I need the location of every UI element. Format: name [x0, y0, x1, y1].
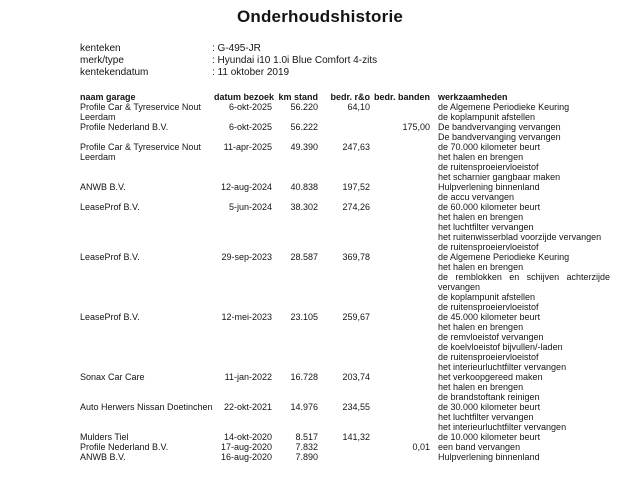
work-items-cell: [438, 142, 610, 182]
work-item: de Algemene Periodieke Keuring: [438, 252, 570, 262]
work-item: de koplampunit afstellen: [438, 292, 536, 302]
vehicle-info-row: [80, 67, 640, 79]
garage-name-line: Profile Car & Tyreservice Nout: [80, 142, 201, 152]
garage-name-cell: [80, 142, 214, 162]
column-header-garage: naam garage: [80, 92, 136, 102]
work-item: het halen en brengen: [438, 382, 524, 392]
table-row: [80, 122, 628, 142]
work-item: het halen en brengen: [438, 212, 524, 222]
garage-name-cell: [80, 402, 214, 412]
garage-name-line: Profile Nederland B.V.: [80, 442, 169, 452]
repair-amount-cell: 64,10: [347, 102, 370, 112]
garage-name-cell: [80, 442, 214, 452]
work-item: de Algemene Periodieke Keuring: [438, 102, 570, 112]
work-item: het halen en brengen: [438, 152, 524, 162]
work-item: Hulpverlening binnenland: [438, 452, 540, 462]
table-row: [80, 202, 628, 252]
garage-name-cell: [80, 182, 214, 192]
visit-date-cell: 5-jun-2024: [228, 202, 272, 212]
visit-date-cell: 29-sep-2023: [221, 252, 272, 262]
work-item: de 30.000 kilometer beurt: [438, 402, 541, 412]
km-reading-cell: 8.517: [295, 432, 318, 442]
visit-date-cell: 12-mei-2023: [221, 312, 272, 322]
garage-name-line: Auto Herwers Nissan Doetinchen: [80, 402, 213, 412]
table-row: [80, 312, 628, 372]
repair-amount-cell: 259,67: [342, 312, 370, 322]
garage-name-line: Sonax Car Care: [80, 372, 145, 382]
garage-name-line: Leerdam: [80, 112, 116, 122]
km-reading-cell: 16.728: [290, 372, 318, 382]
info-value: : G-495-JR: [212, 43, 261, 54]
table-row: [80, 452, 628, 462]
garage-name-cell: [80, 312, 214, 322]
table-header-row: [80, 92, 628, 102]
work-item: het luchtfilter vervangen: [438, 222, 534, 232]
garage-name-line: LeaseProf B.V.: [80, 202, 140, 212]
work-items-cell: [438, 432, 610, 442]
garage-name-line: ANWB B.V.: [80, 182, 126, 192]
work-item: de 45.000 kilometer beurt: [438, 312, 541, 322]
km-reading-cell: 7.832: [295, 442, 318, 452]
work-item: de koplampunit afstellen: [438, 112, 536, 122]
work-item: een band vervangen: [438, 442, 521, 452]
column-header-repair: bedr. r&o: [330, 92, 370, 102]
work-item: de ruitensproeiervloeistof: [438, 352, 539, 362]
column-header-date: datum bezoek: [214, 92, 275, 102]
work-item: het verkoopgereed maken: [438, 372, 543, 382]
info-label: merk/type: [80, 55, 124, 66]
garage-name-cell: [80, 252, 214, 262]
garage-name-cell: [80, 202, 214, 212]
table-row: [80, 252, 628, 312]
visit-date-cell: 22-okt-2021: [223, 402, 272, 412]
work-items-cell: [438, 102, 610, 122]
info-value: : 11 oktober 2019: [212, 67, 290, 78]
km-reading-cell: 14.976: [290, 402, 318, 412]
work-items-cell: [438, 252, 610, 312]
garage-name-line: Profile Nederland B.V.: [80, 122, 169, 132]
repair-amount-cell: 247,63: [342, 142, 370, 152]
column-header-tires: bedr. banden: [373, 92, 430, 102]
garage-name-line: Profile Car & Tyreservice Nout: [80, 102, 201, 112]
table-row: [80, 102, 628, 122]
km-reading-cell: 28.587: [290, 252, 318, 262]
km-reading-cell: 56.222: [290, 122, 318, 132]
info-label: kenteken: [80, 43, 121, 54]
visit-date-cell: 12-aug-2024: [220, 182, 272, 192]
garage-name-cell: [80, 432, 214, 442]
garage-name-cell: [80, 372, 214, 382]
work-item: de ruitensproeiervloeistof: [438, 302, 539, 312]
visit-date-cell: 6-okt-2025: [228, 102, 272, 112]
repair-amount-cell: 203,74: [342, 372, 370, 382]
work-items-cell: [438, 442, 610, 452]
repair-amount-cell: 274,26: [342, 202, 370, 212]
table-row: [80, 372, 628, 402]
km-reading-cell: 56.220: [290, 102, 318, 112]
repair-amount-cell: 369,78: [342, 252, 370, 262]
work-item: het interieurluchtfilter vervangen: [438, 422, 567, 432]
garage-name-line: LeaseProf B.V.: [80, 252, 140, 262]
column-header-work: werkzaamheden: [438, 92, 508, 102]
work-item: het halen en brengen: [438, 322, 524, 332]
work-item: De bandvervanging vervangen: [438, 122, 561, 132]
table-row: [80, 442, 628, 452]
vehicle-info-row: [80, 43, 640, 55]
page-title: Onderhoudshistorie: [236, 7, 404, 26]
work-items-cell: [438, 402, 610, 432]
work-item: de 10.000 kilometer beurt: [438, 432, 541, 442]
work-item: de remblokken en schijven achterzijde vervangen: [438, 272, 610, 292]
garage-name-line: Mulders Tiel: [80, 432, 129, 442]
column-header-km: km stand: [278, 92, 318, 102]
tires-amount-cell: 175,00: [402, 122, 430, 132]
km-reading-cell: 23.105: [290, 312, 318, 322]
work-item: Hulpverlening binnenland: [438, 182, 540, 192]
garage-name-cell: [80, 102, 214, 122]
km-reading-cell: 7.890: [295, 452, 318, 462]
garage-name-line: Leerdam: [80, 152, 116, 162]
vehicle-info-row: [80, 55, 640, 67]
work-item: de koelvloeistof bijvullen/-laden: [438, 342, 563, 352]
work-item: de 70.000 kilometer beurt: [438, 142, 541, 152]
garage-name-cell: [80, 452, 214, 462]
work-item: de 60.000 kilometer beurt: [438, 202, 541, 212]
work-item: het luchtfilter vervangen: [438, 412, 534, 422]
work-item: het halen en brengen: [438, 262, 524, 272]
repair-amount-cell: 197,52: [342, 182, 370, 192]
visit-date-cell: 17-aug-2020: [220, 442, 272, 452]
vehicle-info-block: [80, 43, 640, 79]
table-row: [80, 402, 628, 432]
work-items-cell: [438, 372, 610, 402]
work-items-cell: [438, 452, 610, 462]
garage-name-line: LeaseProf B.V.: [80, 312, 140, 322]
maintenance-table: [80, 92, 628, 462]
work-item: het ruitenwisserblad voorzijde vervangen: [438, 232, 602, 242]
tires-amount-cell: 0,01: [412, 442, 430, 452]
work-items-cell: [438, 202, 610, 252]
work-item: De bandvervanging vervangen: [438, 132, 561, 142]
km-reading-cell: 40.838: [290, 182, 318, 192]
work-items-cell: [438, 122, 610, 142]
visit-date-cell: 14-okt-2020: [223, 432, 272, 442]
work-item: de remvloeistof vervangen: [438, 332, 544, 342]
visit-date-cell: 11-apr-2025: [223, 142, 272, 152]
visit-date-cell: 6-okt-2025: [228, 122, 272, 132]
repair-amount-cell: 234,55: [342, 402, 370, 412]
work-items-cell: [438, 182, 610, 202]
visit-date-cell: 11-jan-2022: [224, 372, 272, 382]
table-row: [80, 182, 628, 202]
work-item: de accu vervangen: [438, 192, 515, 202]
table-body: [80, 102, 628, 462]
info-value: : Hyundai i10 1.0i Blue Comfort 4-zits: [212, 55, 378, 66]
visit-date-cell: 16-aug-2020: [220, 452, 272, 462]
info-label: kentekendatum: [80, 67, 149, 78]
table-row: [80, 142, 628, 182]
work-item: het scharnier gangbaar maken: [438, 172, 561, 182]
km-reading-cell: 49.390: [290, 142, 318, 152]
table-row: [80, 432, 628, 442]
garage-name-line: ANWB B.V.: [80, 452, 126, 462]
work-item: het interieurluchtfilter vervangen: [438, 362, 567, 372]
work-items-cell: [438, 312, 610, 372]
km-reading-cell: 38.302: [290, 202, 318, 212]
work-item: de ruitensproeiervloeistof: [438, 162, 539, 172]
work-item: de brandstoftank reinigen: [438, 392, 540, 402]
work-item: de ruitensproeiervloeistof: [438, 242, 539, 252]
garage-name-cell: [80, 122, 214, 132]
repair-amount-cell: 141,32: [342, 432, 370, 442]
